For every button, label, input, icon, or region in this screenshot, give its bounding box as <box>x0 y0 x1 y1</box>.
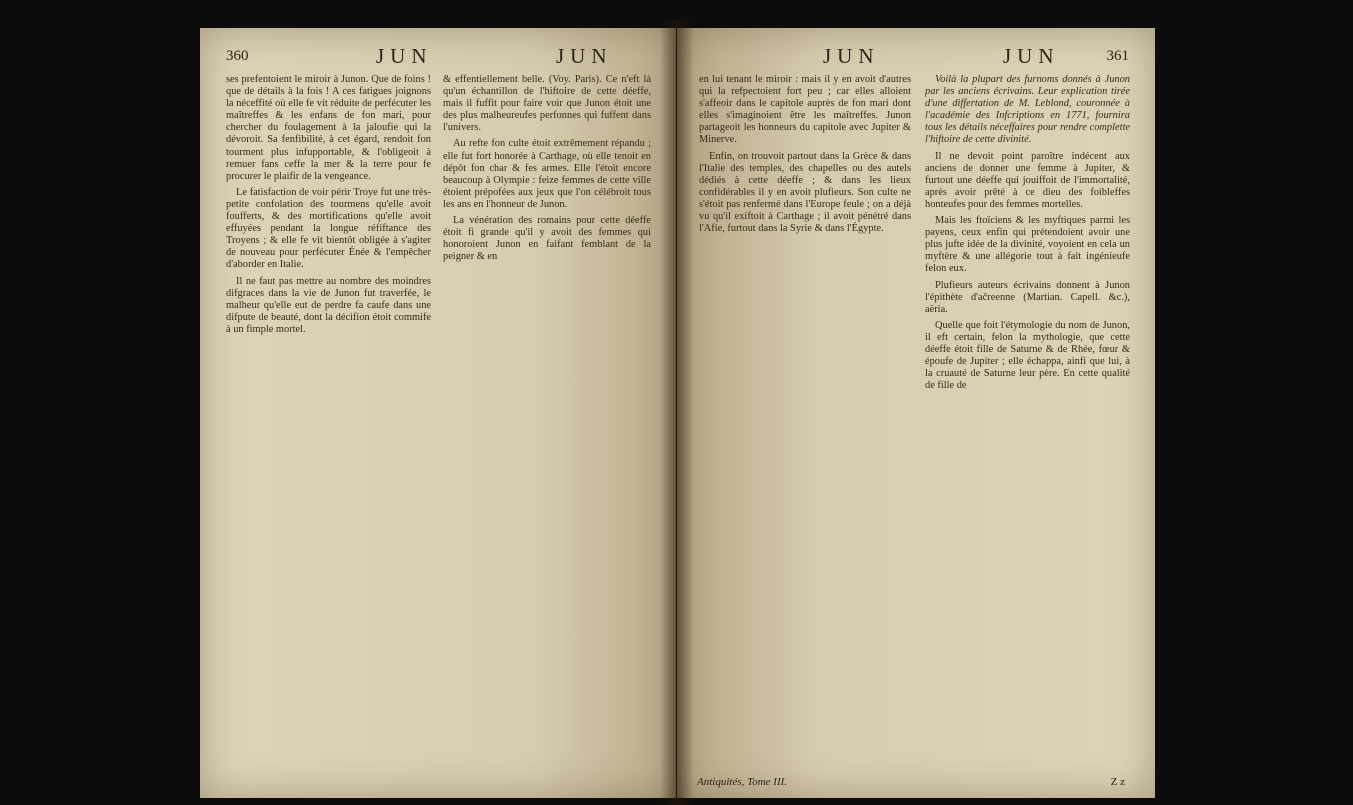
paragraph: Enfin, on trouvoit partout dans la Grèce & dans l'Italie des temples, des chapelles ou des autels dédiés à cette déeffe ; & dans les lieux confidérables il y en avoit plufieurs. Son culte ne s'étoit pas renfermé dans l'Europe feule ; on a déjà vu qu'il exiftoit à Carthage ; il avoit pénétré dans l'Afie, furtout dans la Syrie & dans l'Égypte. <box>699 150 911 235</box>
paragraph: ses prefentoient le miroir à Junon. Que de foins ! que de détails à la fois ! A ces fatigues joignons la néceffité où elle fe vit réduite de perfécuter les maîtreffes & les enfans de fon mari, pour chercher du foulagement à la jaloufie qui la dévoroit. Sa fenfibilité, à cet égard, rendoit fon tourment plus infupportable, & l'obligeoit à remuer fans ceffe la mer & la terre pour fe procurer le plaifir de la vengeance. <box>226 74 431 182</box>
right-page-footer: Antiquités, Tome III. <box>697 776 788 788</box>
right-column-1 <box>699 74 911 786</box>
right-column-2 <box>925 74 1130 786</box>
paragraph: Le fatisfaction de voir périr Troye fut une très-petite confolation des tourmens qu'elle avoit foufferts, & des mortifications qu'elle avoit effuyées pendant la longue réfiftance des Troyens ; & elle fe vit bientôt obligée à s'agiter de nouveau pour perfécuter Énée & l'empêcher d'aborder en Italie. <box>226 186 431 271</box>
paragraph: Il ne faut pas mettre au nombre des moindres difgraces dans la vie de Junon fut traverfée, le malheur qu'elle eut de perdre fa caufe dans une difpute de beauté, dont la décifion étoit commife à un fimple mortel. <box>226 275 431 335</box>
right-page <box>677 28 1155 798</box>
paragraph: Au refte fon culte étoit extrêmement répandu ; elle fut fort honorée à Carthage, où elle tenoit en dépôt fon char & fes armes. Elle l'étoit encore beaucoup à Olympie : feize femmes de cette ville étoient prépofées aux jeux que l'on célébroit tous les ans en l'honneur de Junon. <box>443 138 651 210</box>
right-page-header <box>703 44 1129 68</box>
paragraph: Mais les ftoïciens & les myftiques parmi les payens, ceux enfin qui prétendoient avoir une plus jufte idée de la divinité, voyoient en cela un myftère & une allégorie tout à fait ingénieufe felon eux. <box>925 215 1130 275</box>
left-running-head: JUN <box>376 44 433 68</box>
left-page-header <box>226 44 650 68</box>
paragraph: Il ne devoit point paroître indécent aux anciens de donner une femme à Jupiter, & furtout une déeffe qui jouiffoit de l'immortalité, après avoir prêté à ce dieu des foibleffes honteufes pour des femmes mortelles. <box>925 150 1130 210</box>
signature-mark: Z z <box>1110 776 1125 788</box>
right-page-number: 361 <box>1106 48 1129 64</box>
left-page <box>200 28 676 798</box>
left-column-1 <box>226 74 431 786</box>
right-running-head-secondary: JUN <box>1003 44 1060 68</box>
paragraph: en lui tenant le miroir : mais il y en avoit d'autres qui la refpectoient fort peu ; car elles alloient s'affeoir dans le capitole auprès de fon mari dont elles s'imaginoient être les maîtreffes. Junon partageoit les honneurs du capitole avec Jupiter & Minerve. <box>699 74 911 146</box>
paragraph: & effentiellement belle. (Voy. Paris). Ce n'eft là qu'un échantillon de l'hiftoire de cette déeffe, mais il fuffit pour faire voir que Junon étoit une des plus malheureufes perfonnes qui fuffent dans l'univers. <box>443 74 651 134</box>
right-running-head: JUN <box>823 44 880 68</box>
left-page-number: 360 <box>226 48 249 64</box>
book-gutter-shadow <box>660 20 694 805</box>
paragraph: Quelle que foit l'étymologie du nom de Junon, il eft certain, felon la mythologie, que cette déeffe étoit fille de Saturne & de Rhée, fœur & époufe de Jupiter ; elle échappa, ainfi que lui, à la cruauté de Saturne leur père. En cette qualité de fille de <box>925 319 1130 392</box>
paragraph: Plufieurs auteurs écrivains donnent à Junon l'épithète d'ačreenne (Martian. Capell. &c.), aëria. <box>925 279 1130 315</box>
left-running-head-secondary: JUN <box>556 44 613 68</box>
left-column-2 <box>443 74 651 786</box>
paragraph: Voilà la plupart des furnoms donnés à Junon par les anciens écrivains. Leur explication tirée d'une differtation de M. Leblond, couronnée à l'académie des Infcriptions en 1771, fournira tous les détails néceffaires pour rendre complette l'hiftoire de cette divinité. <box>925 74 1130 146</box>
paragraph: La vénération des romains pour cette déeffe étoit fi grande qu'il y avoit des femmes qui honoroient Junon en faifant femblant de la peigner & en <box>443 215 651 263</box>
